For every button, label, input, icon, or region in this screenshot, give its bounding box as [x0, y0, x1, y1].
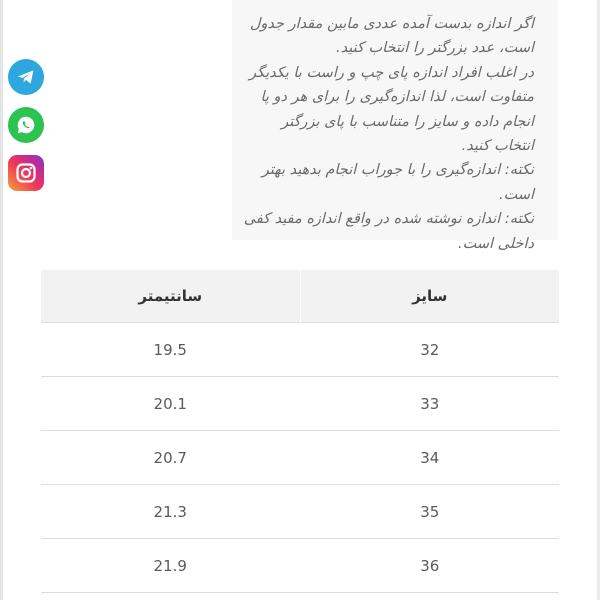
cell-centimeter: 19.5	[41, 323, 300, 377]
cell-size: 32	[300, 323, 559, 377]
header-size: سایز	[300, 270, 559, 323]
cell-centimeter: 20.7	[41, 431, 300, 485]
guide-paragraph: اگر اندازه بدست آمده عددی مابین مقدار جدول است، عدد بزرگتر را انتخاب کنید.	[249, 16, 534, 57]
whatsapp-icon	[15, 114, 37, 136]
whatsapp-share-button[interactable]	[8, 107, 44, 143]
cell-size: 36	[300, 539, 559, 593]
size-guide-notes	[232, 0, 558, 252]
table-row	[41, 485, 559, 539]
cell-centimeter: 21.3	[41, 485, 300, 539]
cell-size: 34	[300, 431, 559, 485]
telegram-icon	[16, 67, 36, 87]
instagram-share-button[interactable]	[8, 155, 44, 191]
table-row	[41, 539, 559, 593]
cell-centimeter: 21.9	[41, 539, 300, 593]
cell-size: 35	[300, 485, 559, 539]
table-row	[41, 323, 559, 377]
cell-centimeter: 20.1	[41, 377, 300, 431]
left-edge-divider	[0, 0, 3, 600]
table-row	[41, 431, 559, 485]
guide-paragraph: نکته: اندازه‌گیری را با جوراب انجام بدهید بهتر است.	[261, 162, 534, 203]
instagram-icon	[14, 161, 38, 185]
guide-paragraph: در اغلب افراد اندازه پای چپ و راست با یکدیگر متفاوت است، لذا اندازه‌گیری را برای هر دو پا انجام داده و سایز را متناسب با پای بزرگتر انتخاب کنید.	[249, 64, 534, 155]
size-chart-table	[41, 270, 559, 593]
header-centimeter: سانتیمتر	[41, 270, 300, 323]
guide-paragraph: نکته: اندازه نوشته شده در واقع اندازه مفید کفی داخلی است.	[243, 211, 534, 252]
table-row	[41, 377, 559, 431]
table-header-row	[41, 270, 559, 323]
cell-size: 33	[300, 377, 559, 431]
telegram-share-button[interactable]	[8, 59, 44, 95]
